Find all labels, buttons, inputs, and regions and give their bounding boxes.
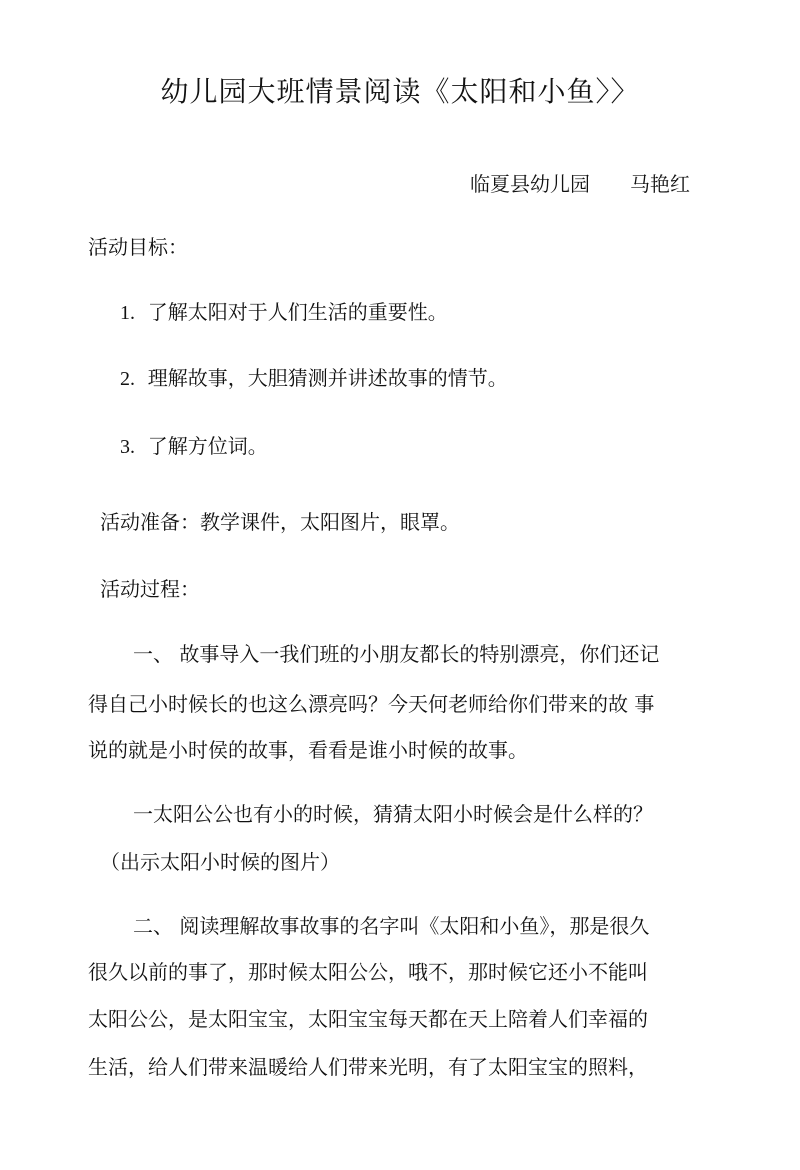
goal-number: 3. [120,436,135,458]
paragraph-line: 一、 故事导入一我们班的小朋友都长的特别漂亮，你们还记 [133,642,660,666]
goal-item [120,296,448,325]
goal-text: 了解太阳对于人们生活的重要性。 [147,300,448,324]
paragraph-line: 生活，给人们带来温暖给人们带来光明，有了太阳宝宝的照料， [88,1055,648,1079]
goal-item [120,430,268,459]
author-line [470,168,690,197]
paragraph-line: 太阳公公，是太阳宝宝，太阳宝宝每天都在天上陪着人们幸福的 [88,1007,648,1031]
process-heading: 活动过程： [100,577,200,601]
paragraph-line: 二、 阅读理解故事故事的名字叫《太阳和小鱼》，那是很久 [133,914,650,938]
activity-prep: 活动准备：教学课件，太阳图片，眼罩。 [100,510,460,534]
author-name: 马艳红 [630,172,690,196]
paragraph-line: 得自己小时候长的也这么漂亮吗？今天何老师给你们带来的故 事 [88,692,655,716]
paragraph-line: 一太阳公公也有小的时候，猜猜太阳小时候会是什么样的？ [133,802,653,826]
goals-heading: 活动目标： [88,235,188,259]
document-title: 幼儿园大班情景阅读《太阳和小鱼〉〉 [160,75,640,108]
goal-item [120,362,508,391]
goal-number: 1. [120,302,135,324]
paragraph-line: 说的就是小时侯的故事，看看是谁小时候的故事。 [88,738,528,762]
goal-number: 2. [120,368,135,390]
goal-text: 理解故事，大胆猜测并讲述故事的情节。 [147,366,508,390]
paragraph-line: （出示太阳小时候的图片） [100,850,340,874]
paragraph-line: 很久以前的事了，那时候太阳公公，哦不，那时候它还小不能叫 [88,960,648,984]
goal-text: 了解方位词。 [147,434,268,458]
author-org: 临夏县幼儿园 [470,172,590,196]
